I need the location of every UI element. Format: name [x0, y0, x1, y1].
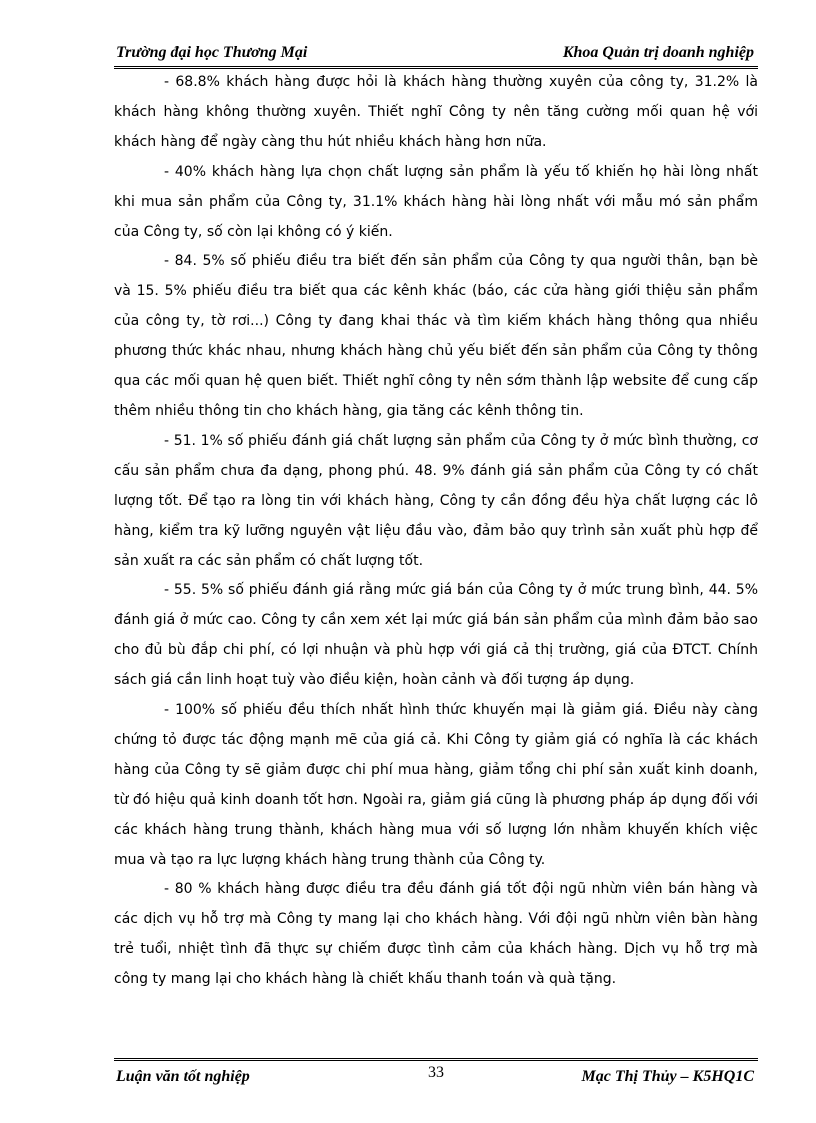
page-number: 33 — [428, 1064, 444, 1081]
paragraph: - 68.8% khách hàng được hỏi là khách hàng thường xuyên của công ty, 31.2% là khách hàng không thường xuyên. Thiết nghĩ Công ty nên tăng cường mối quan hệ với khách hàng để ngày càng thu hút nhiều khách hàng hơn nữa. — [114, 74, 758, 150]
document-body — [114, 68, 758, 995]
page-header — [114, 42, 758, 69]
header-faculty-name: Khoa Quản trị doanh nghiệp — [562, 44, 754, 61]
footer-thesis-label: Luận văn tốt nghiệp — [116, 1068, 250, 1085]
paragraph: - 51. 1% số phiếu đánh giá chất lượng sản phẩm của Công ty ở mức bình thường, cơ cấu sản phẩm chưa đa dạng, phong phú. 48. 9% đánh giá sản phẩm của Công ty có chất lượng tốt. Để tạo ra lòng tin với khách hàng, Công ty cần đồng đều hỳa chất lượng các lô hàng, kiểm tra kỹ lưỡng nguyên vật liệu đầu vào, đảm bảo quy trình sản xuất phù hợp để sản xuất ra các sản phẩm có chất lượng tốt. — [114, 432, 758, 569]
footer-author: Mạc Thị Thủy – K5HQ1C — [581, 1068, 754, 1085]
page-footer — [114, 1058, 758, 1091]
paragraph: - 80 % khách hàng được điều tra đều đánh giá tốt đội ngũ nhừn viên bán hàng và các dịch vụ hỗ trợ mà Công ty mang lại cho khách hàng. Với đội ngũ nhừn viên bàn hàng trẻ tuổi, nhiệt tình đã thực sự chiếm được tình cảm của khách hàng. Dịch vụ hỗ trợ mà công ty mang lại cho khách hàng là chiết khấu thanh toán và quà tặng. — [114, 881, 758, 988]
paragraph: - 55. 5% số phiếu đánh giá rằng mức giá bán của Công ty ở mức trung bình, 44. 5% đánh giá ở mức cao. Công ty cần xem xét lại mức giá bán sản phẩm của mình đảm bảo sao cho đủ bù đắp chi phí, có lợi nhuận và phù hợp với giá cả thị trường, giá của ĐTCT. Chính sách giá cần linh hoạt tuỳ vào điều kiện, hoàn cảnh và đối tượng áp dụng. — [114, 582, 758, 689]
paragraph: - 40% khách hàng lựa chọn chất lượng sản phẩm là yếu tố khiến họ hài lòng nhất khi mua sản phẩm của Công ty, 31.1% khách hàng hài lòng nhất với mẫu mó sản phẩm của Công ty, số còn lại không có ý kiến. — [114, 163, 758, 240]
header-school-name: Trường đại học Thương Mại — [116, 44, 308, 61]
paragraph: - 84. 5% số phiếu điều tra biết đến sản phẩm của Công ty qua người thân, bạn bè và 15. 5% phiếu điều tra biết qua các kênh khác (báo, các cửa hàng giới thiệu sản phẩm của công ty, tờ rơi...) Công ty đang khai thác và tìm kiếm khách hàng thông qua nhiều phương thức khác nhau, nhưng khách hàng chủ yếu biết đến sản phẩm của Công ty thông qua các mối quan hệ quen biết. Thiết nghĩ công ty nên sớm thành lập website để cung cấp thêm nhiều thông tin cho khách hàng, gia tăng các kênh thông tin. — [114, 253, 758, 419]
paragraph: - 100% số phiếu đều thích nhất hình thức khuyến mại là giảm giá. Điều này càng chứng tỏ được tác động mạnh mẽ của giá cả. Khi Công ty giảm giá có nghĩa là các khách hàng của Công ty sẽ giảm được chi phí mua hàng, giảm tổng chi phí sản xuất kinh doanh, từ đó hiệu quả kinh doanh tốt hơn. Ngoài ra, giảm giá cũng là phương pháp áp dụng đối với các khách hàng trung thành, khách hàng mua với số lượng lớn nhằm khuyến khích việc mua và tạo ra lực lượng khách hàng trung thành của Công ty. — [114, 702, 758, 868]
